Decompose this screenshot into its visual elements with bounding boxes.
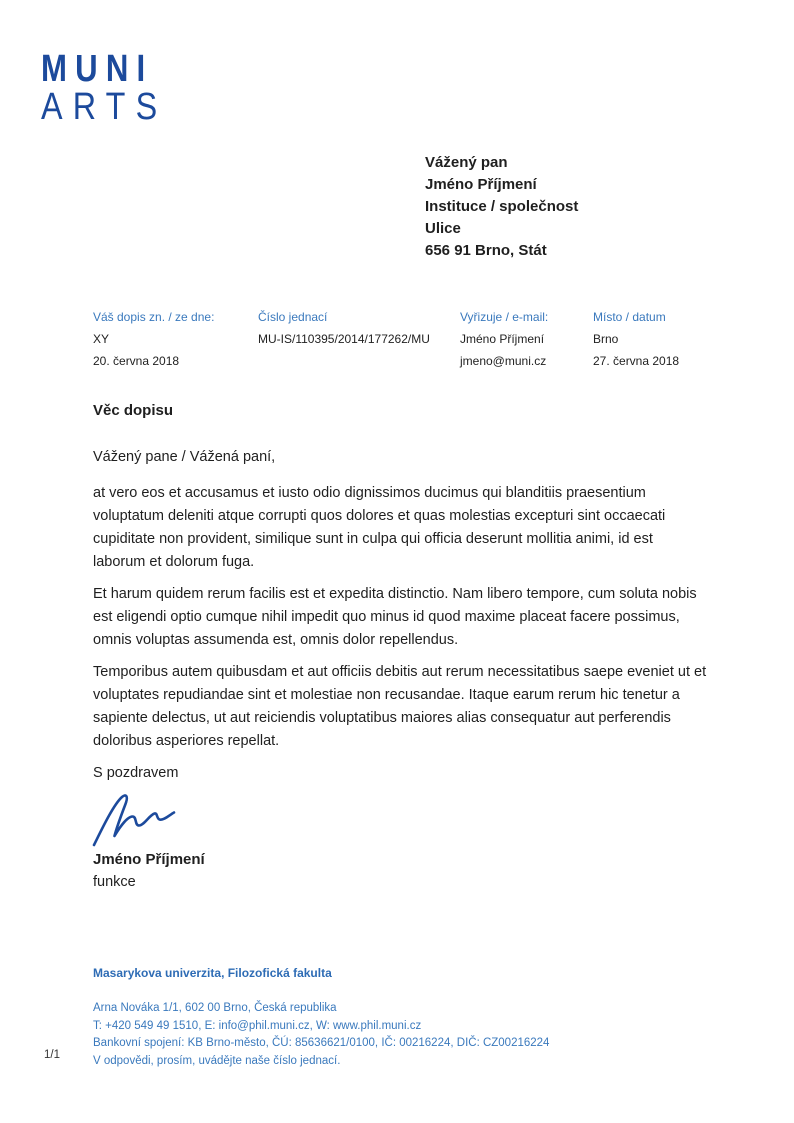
ref-value: Brno (593, 332, 619, 346)
recipient-address-block (425, 152, 578, 262)
page-number: 1/1 (44, 1049, 60, 1061)
salutation: Vážený pane / Vážená paní, (93, 449, 276, 465)
footer-organization: Masarykova univerzita, Filozofická fakulta (93, 966, 332, 980)
letter-body (93, 402, 709, 893)
signer-role: funkce (93, 874, 136, 890)
letter-subject: Věc dopisu (93, 402, 174, 419)
ref-label: Místo / datum (593, 310, 666, 324)
ref-value: XY (93, 332, 110, 346)
ref-col-your-letter (93, 306, 214, 372)
footer-note-line: V odpovědi, prosím, uvádějte naše číslo jednací. (93, 1054, 341, 1067)
ref-value: 20. června 2018 (93, 354, 180, 368)
ref-col-file-number (258, 306, 430, 350)
ref-col-place-date (593, 306, 679, 372)
footer-contact-line: T: +420 549 49 1510, E: info@phil.muni.cz, W: www.phil.muni.cz (93, 1019, 422, 1032)
recipient-line: 656 91 Brno, Stát (425, 242, 547, 259)
ref-value: 27. června 2018 (593, 354, 680, 368)
muni-arts-logo (41, 50, 190, 126)
paragraph: Temporibus autem quibusdam et aut officiis debitis aut rerum necessitatibus saepe eveniet ut et voluptates repudiandae sint et molestiae non recusandae. Itaque earum rerum hic tenetur a sapiente delectus, ut aut reiciendis voluptatibus maiores alias consequatur aut perferendis doloribus asperiores repellat. (93, 664, 707, 749)
recipient-line: Vážený pan (425, 154, 508, 171)
ref-col-handled-by (460, 306, 548, 372)
signer-name: Jméno Příjmení (93, 851, 205, 868)
ref-value: MU-IS/110395/2014/177262/MU (258, 332, 430, 346)
footer-bank-line: Bankovní spojení: KB Brno-město, ČÚ: 85636621/0100, IČ: 00216224, DIČ: CZ00216224 (93, 1037, 550, 1049)
logo-muni-text: MUNI (41, 48, 154, 90)
ref-value: jmeno@muni.cz (460, 354, 547, 368)
signature (91, 791, 211, 847)
footer-address-line: Arna Nováka 1/1, 602 00 Brno, Česká republika (93, 1002, 337, 1014)
paragraph: Et harum quidem rerum facilis est et expedita distinctio. Nam libero tempore, cum soluta nobis est eligendi optio cumque nihil impedit quo minus id quod maxime placeat facere possimus, omnis voluptas assumenda est, omnis dolor repellendus. (93, 586, 697, 648)
ref-label: Číslo jednací (258, 310, 328, 324)
recipient-line: Jméno Příjmení (425, 176, 537, 193)
logo-arts-text: ARTS (41, 86, 168, 128)
paragraph: at vero eos et accusamus et iusto odio dignissimos ducimus qui blanditiis praesentium voluptatum deleniti atque corrupti quos dolores et quas molestias excepturi sint occaecati cupiditate non provident, similique sunt in culpa qui officia deserunt mollitia animi, id est laborum et dolorum fuga. (93, 485, 666, 570)
ref-value: Jméno Příjmení (460, 332, 545, 346)
recipient-line: Instituce / společnost (425, 198, 579, 215)
ref-label: Vyřizuje / e-mail: (460, 310, 549, 324)
letter-footer (93, 966, 733, 1070)
closing-phrase: S pozdravem (93, 765, 179, 781)
recipient-line: Ulice (425, 220, 461, 237)
ref-label: Váš dopis zn. / ze dne: (93, 310, 215, 324)
reference-row (93, 306, 733, 376)
